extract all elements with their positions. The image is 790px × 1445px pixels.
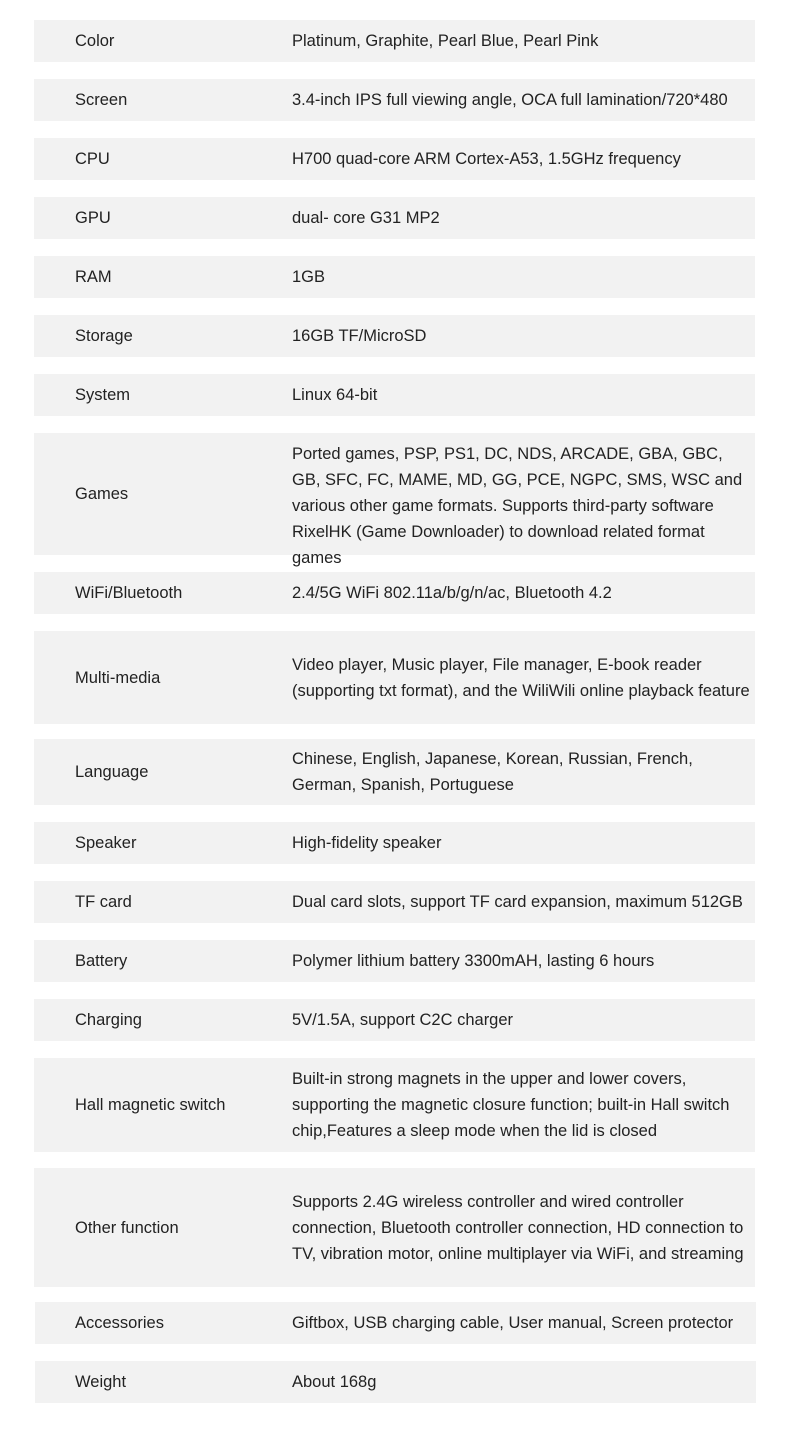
spec-label: Weight xyxy=(75,1373,127,1391)
spec-label: Battery xyxy=(75,952,128,970)
spec-value: Platinum, Graphite, Pearl Blue, Pearl Pink xyxy=(292,32,599,50)
spec-label: Multi-media xyxy=(75,668,161,687)
spec-label: RAM xyxy=(75,268,112,286)
spec-value: Giftbox, USB charging cable, User manual, Screen protector xyxy=(292,1314,734,1332)
spec-label: Speaker xyxy=(75,834,137,852)
spec-label: Charging xyxy=(75,1011,142,1029)
spec-label: GPU xyxy=(75,209,111,227)
spec-value: Ported games, PSP, PS1, DC, NDS, ARCADE, GBA, GBC, GB, SFC, FC, MAME, MD, GG, PCE, NGPC, SMS, WSC and various other game formats. Supports third-party software RixelHK (Game Downloader) to download related format games xyxy=(292,445,743,567)
spec-row-multi-media xyxy=(34,631,755,724)
spec-label: System xyxy=(75,386,131,404)
spec-row-tf-card xyxy=(34,881,755,923)
spec-row-storage xyxy=(34,315,755,357)
spec-value: Linux 64-bit xyxy=(292,386,378,404)
spec-row-speaker xyxy=(34,822,755,864)
spec-label: WiFi/Bluetooth xyxy=(75,584,183,602)
spec-value: H700 quad-core ARM Cortex-A53, 1.5GHz frequency xyxy=(292,150,681,168)
spec-value: Dual card slots, support TF card expansion, maximum 512GB xyxy=(292,893,743,911)
spec-value: 16GB TF/MicroSD xyxy=(292,327,427,345)
spec-row-ram xyxy=(34,256,755,298)
spec-row-screen xyxy=(34,79,755,121)
spec-value: 1GB xyxy=(292,268,326,286)
spec-value: 5V/1.5A, support C2C charger xyxy=(292,1011,514,1029)
spec-value: Polymer lithium battery 3300mAH, lasting 6 hours xyxy=(292,952,655,970)
spec-value: About 168g xyxy=(292,1373,377,1391)
spec-value: Video player, Music player, File manager, E-book reader (supporting txt format), and the WiliWili online playback feature xyxy=(292,655,750,700)
spec-value: Built-in strong magnets in the upper and lower covers, supporting the magnetic closure function; built-in Hall switch chip,Features a sleep mode when the lid is closed xyxy=(292,1070,730,1140)
spec-row-color xyxy=(34,20,755,62)
spec-label: Screen xyxy=(75,91,128,109)
spec-row-cpu xyxy=(34,138,755,180)
spec-label: Accessories xyxy=(75,1314,164,1332)
spec-label: Other function xyxy=(75,1218,179,1237)
spec-label: CPU xyxy=(75,150,110,168)
spec-row-wifi-bluetooth xyxy=(34,572,755,614)
spec-label: Storage xyxy=(75,327,133,345)
spec-value: 3.4-inch IPS full viewing angle, OCA full lamination/720*480 xyxy=(292,91,728,109)
spec-label: Language xyxy=(75,763,149,781)
spec-value: Supports 2.4G wireless controller and wired controller connection, Bluetooth controller connection, HD connection to TV, vibration motor, online multiplayer via WiFi, and streaming xyxy=(292,1192,744,1263)
spec-label: Games xyxy=(75,485,129,503)
spec-row-games xyxy=(34,433,755,567)
spec-label: TF card xyxy=(75,893,132,911)
spec-row-system xyxy=(34,374,755,416)
spec-row-battery xyxy=(34,940,755,982)
spec-row-language xyxy=(34,739,755,805)
spec-value: High-fidelity speaker xyxy=(292,834,442,852)
spec-value: Chinese, English, Japanese, Korean, Russian, French, German, Spanish, Portuguese xyxy=(292,750,693,794)
spec-row-accessories xyxy=(35,1302,756,1344)
spec-row-hall-magnetic-switch xyxy=(34,1058,755,1152)
spec-value: dual- core G31 MP2 xyxy=(292,209,440,227)
spec-value: 2.4/5G WiFi 802.11a/b/g/n/ac, Bluetooth 4.2 xyxy=(292,584,612,602)
spec-row-charging xyxy=(34,999,755,1041)
spec-label: Color xyxy=(75,32,115,50)
spec-label: Hall magnetic switch xyxy=(75,1096,226,1114)
spec-row-weight xyxy=(35,1361,756,1403)
spec-row-gpu xyxy=(34,197,755,239)
spec-row-other-function xyxy=(34,1168,755,1287)
